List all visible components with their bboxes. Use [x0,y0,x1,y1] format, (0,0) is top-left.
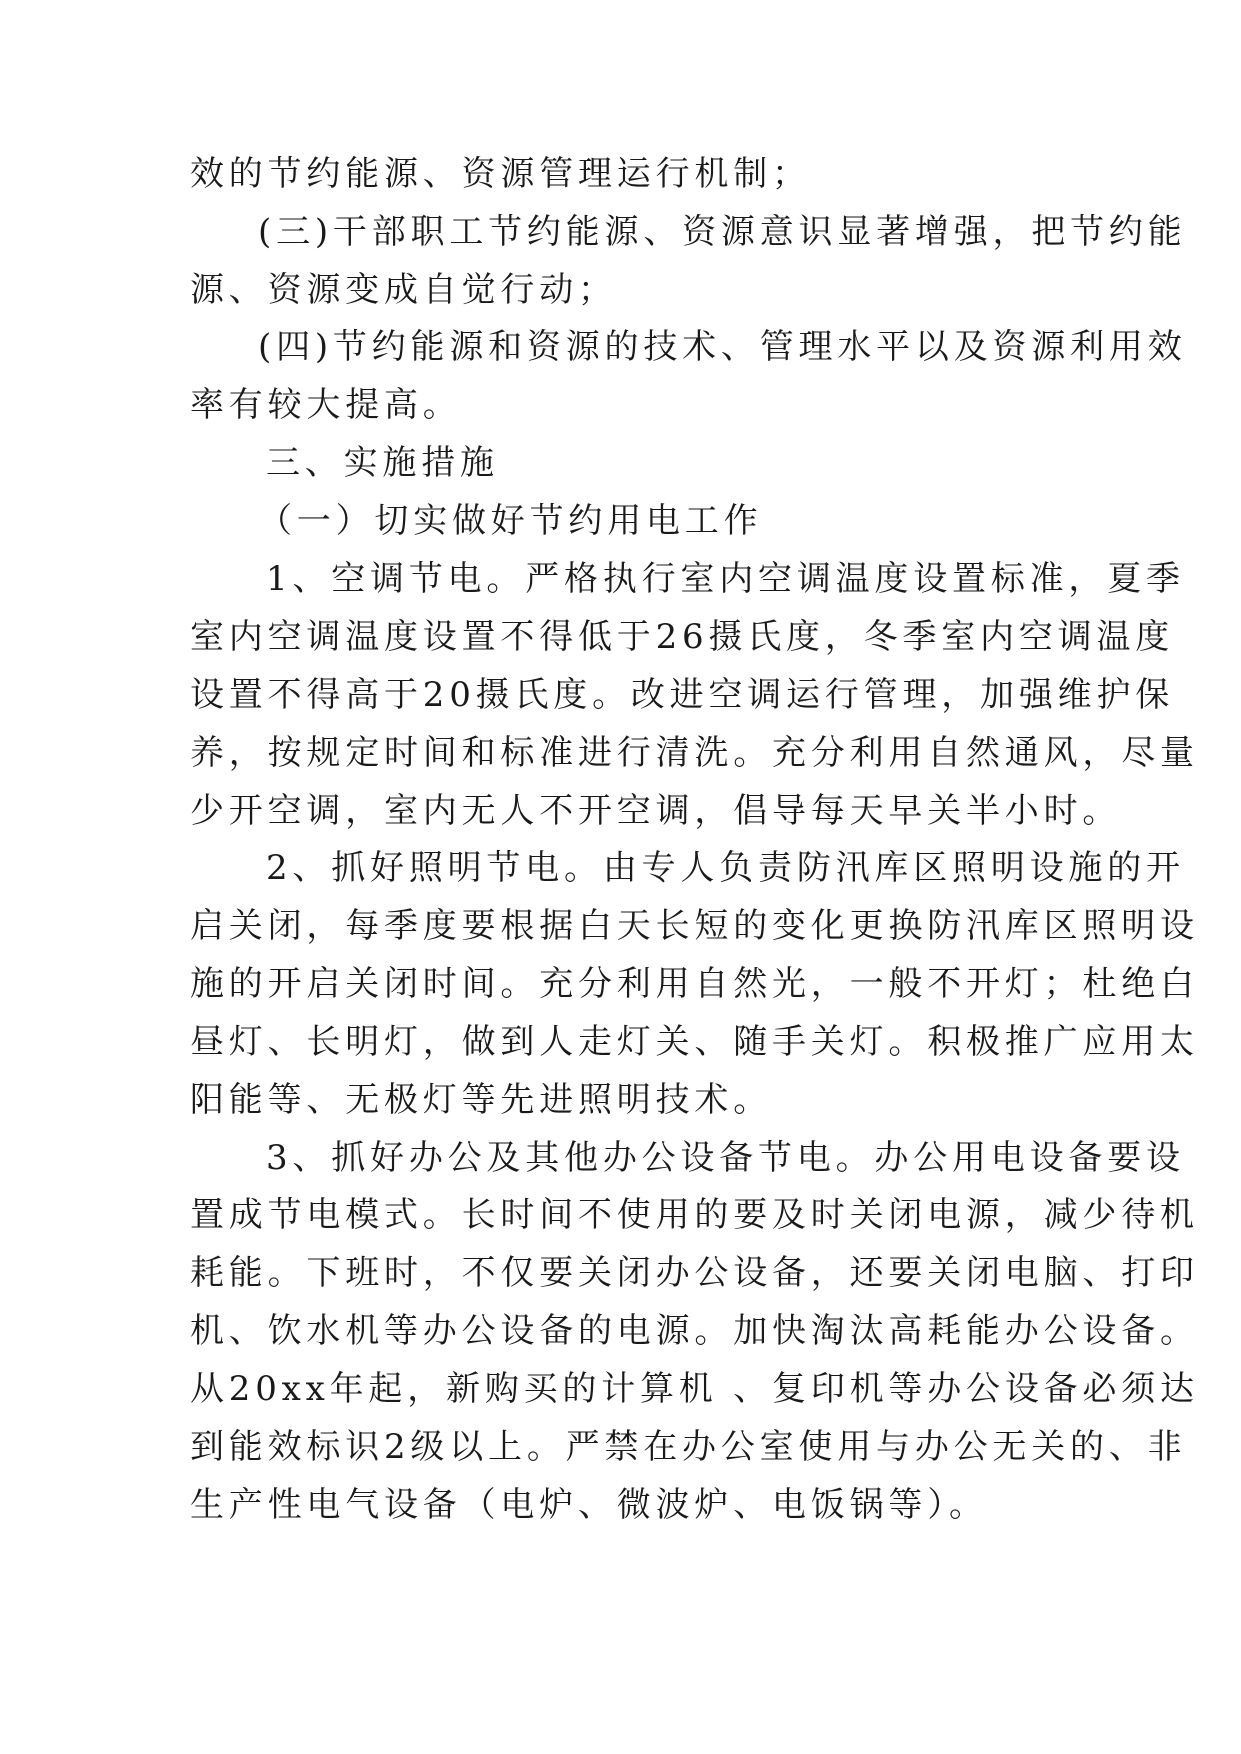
paragraph-line: 施的开启关闭时间。充分利用自然光，一般不开灯；杜绝白 [190,964,1199,1004]
paragraph-line: 少开空调，室内无人不开空调，倡导每天早关半小时。 [190,791,1122,831]
paragraph-line: 耗能。下班时，不仅要关闭办公设备，还要关闭电脑、打印 [190,1253,1199,1293]
paragraph-line: 置成节电模式。长时间不使用的要及时关闭电源，减少待机 [190,1195,1199,1235]
paragraph-line: 2、抓好照明节电。由专人负责防汛库区照明设施的开 [266,848,1185,888]
paragraph-line: 3、抓好办公及其他办公设备节电。办公用电设备要设 [266,1138,1185,1178]
paragraph-line: 到能效标识2级以上。严禁在办公室使用与办公无关的、非 [190,1427,1187,1467]
paragraph-line: 启关闭，每季度要根据白天长短的变化更换防汛库区照明设 [190,906,1199,946]
paragraph-line: 养，按规定时间和标准进行清洗。充分利用自然通风，尽量 [190,733,1199,773]
paragraph-line: 机、饮水机等办公设备的电源。加快淘汰高耗能办公设备。 [190,1311,1199,1351]
paragraph-line: 生产性电气设备（电炉、微波炉、电饭锅等）。 [190,1485,988,1525]
subsection-heading: （一）切实做好节约用电工作 [258,501,763,541]
paragraph-line: 效的节约能源、资源管理运行机制； [190,154,811,194]
section-heading: 三、实施措施 [266,443,499,483]
paragraph-line: 昼灯、长明灯，做到人走灯关、随手关灯。积极推广应用太 [190,1022,1199,1062]
paragraph-line: 源、资源变成自觉行动； [190,270,617,310]
paragraph-line: (四)节约能源和资源的技术、管理水平以及资源利用效 [258,327,1187,367]
paragraph-line: 阳能等、无极灯等先进照明技术。 [190,1080,772,1120]
paragraph-line: 率有较大提高。 [190,385,462,425]
paragraph-line: 室内空调温度设置不得低于26摄氏度，冬季室内空调温度 [190,617,1175,657]
paragraph-line: 1、空调节电。严格执行室内空调温度设置标准，夏季 [266,559,1185,599]
paragraph-line: (三)干部职工节约能源、资源意识显著增强，把节约能 [258,212,1187,252]
paragraph-line: 从20xx年起，新购买的计算机 、复印机等办公设备必须达 [190,1369,1199,1409]
paragraph-line: 设置不得高于20摄氏度。改进空调运行管理，加强维护保 [190,675,1175,715]
